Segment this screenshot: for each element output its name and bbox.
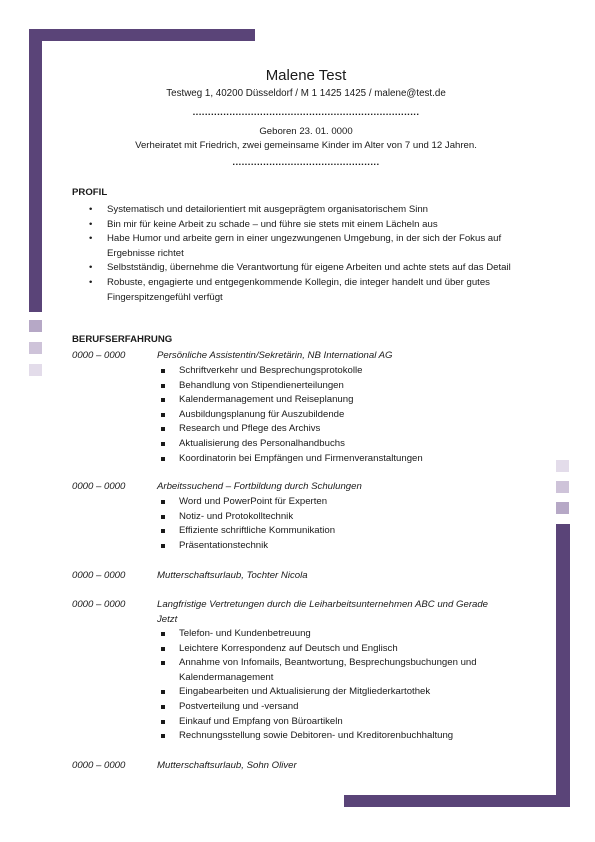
job-title: Persönliche Assistentin/Sekretärin, NB International AG: [157, 350, 393, 361]
job-title: Mutterschaftsurlaub, Tochter Nicola: [157, 570, 308, 581]
job-task: Behandlung von Stipendienerteilungen: [157, 379, 537, 394]
job-task: Notiz- und Protokolltechnik: [157, 510, 537, 525]
job-task: Annahme von Infomails, Beantwortung, Besprechungsbuchungen und Kalendermanagement: [157, 656, 537, 685]
job-date: 0000 – 0000: [72, 760, 126, 771]
job-task: Präsentationstechnik: [157, 539, 537, 554]
job-task-list: [157, 364, 537, 466]
job-task: Einkauf und Empfang von Büroartikeln: [157, 715, 537, 730]
decor-square-left-3: [29, 364, 42, 376]
decor-square-right-3: [556, 502, 569, 514]
contact-line: Testweg 1, 40200 Düsseldorf / M 1 1425 1425 / malene@test.de: [166, 88, 446, 99]
job-task-list: [157, 495, 537, 553]
profil-item: • Bin mir für keine Arbeit zu schade – und führe sie stets mit einem Lächeln aus: [72, 218, 547, 233]
job-title: Arbeitssuchend – Fortbildung durch Schulungen: [157, 481, 362, 492]
candidate-name: Malene Test: [265, 67, 347, 84]
profil-item: • Systematisch und detailorientiert mit ausgeprägtem organisatorischem Sinn: [72, 203, 547, 218]
job-task: Leichtere Korrespondenz auf Deutsch und Englisch: [157, 642, 537, 657]
job-task: Postverteilung und -versand: [157, 700, 537, 715]
profil-item: • Habe Humor und arbeite gern in einer ungezwungenen Umgebung, in der sich der Fokus auf Ergebnisse richtet: [72, 232, 547, 261]
job-date: 0000 – 0000: [72, 599, 126, 610]
birth-date: Geboren 23. 01. 0000: [259, 126, 353, 137]
profil-list: [72, 203, 547, 305]
job-task: Rechnungsstellung sowie Debitoren- und Kreditorenbuchhaltung: [157, 729, 537, 744]
job-task: Ausbildungsplanung für Auszubildende: [157, 408, 537, 423]
decor-square-left-2: [29, 342, 42, 354]
job-date: 0000 – 0000: [72, 481, 126, 492]
job-title: Langfristige Vertretungen durch die Leiharbeitsunternehmen ABC und Gerade Jetzt: [157, 599, 489, 625]
profil-item: • Selbstständig, übernehme die Verantwortung für eigene Arbeiten und achte stets auf das Detail: [72, 261, 547, 276]
job-task: Word und PowerPoint für Experten: [157, 495, 537, 510]
job-task: Telefon- und Kundenbetreuung: [157, 627, 537, 642]
profil-item: • Robuste, engagierte und entgegenkommende Kollegin, die integer handelt und über gutes Fingerspitzengefühl verfügt: [72, 276, 547, 305]
decor-square-left-1: [29, 320, 42, 332]
job-task: Research und Pflege des Archivs: [157, 422, 537, 437]
frame-bottom-bar: [344, 795, 570, 807]
frame-top-bar: [29, 29, 255, 41]
job-date: 0000 – 0000: [72, 570, 126, 581]
job-task: Eingabearbeiten und Aktualisierung der Mitgliederkartothek: [157, 685, 537, 700]
job-date: 0000 – 0000: [72, 350, 126, 361]
decor-square-right-2: [556, 481, 569, 493]
job-task: Koordinatorin bei Empfängen und Firmenveranstaltungen: [157, 452, 537, 467]
job-task: Kalendermanagement und Reiseplanung: [157, 393, 537, 408]
frame-right-bar: [556, 524, 570, 807]
job-task: Aktualisierung des Personalhandbuchs: [157, 437, 537, 452]
job-task-list: [157, 627, 537, 744]
experience-heading: BERUFSERFAHRUNG: [72, 334, 173, 345]
job-task: Schriftverkehr und Besprechungsprotokolle: [157, 364, 537, 379]
job-title: Mutterschaftsurlaub, Sohn Oliver: [157, 760, 297, 771]
decor-square-right-1: [556, 460, 569, 472]
dotted-divider: ..........................................................................: [192, 107, 420, 118]
dotted-divider-2: ................................................: [232, 157, 380, 168]
frame-left-bar: [29, 29, 42, 312]
profil-heading: PROFIL: [72, 187, 108, 198]
job-task: Effiziente schriftliche Kommunikation: [157, 524, 537, 539]
family-status: Verheiratet mit Friedrich, zwei gemeinsame Kinder im Alter von 7 und 12 Jahren.: [135, 140, 477, 151]
